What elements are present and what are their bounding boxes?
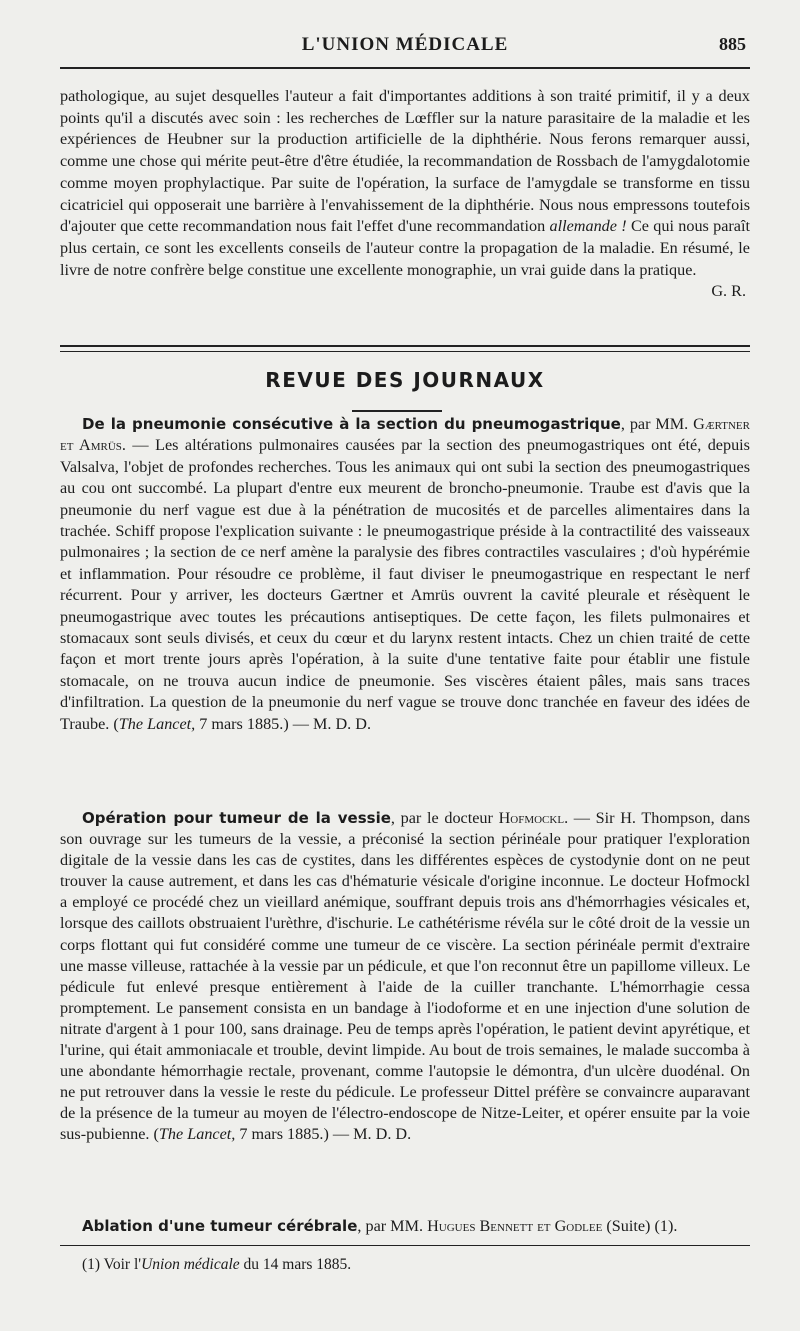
footnote-journal: Union médicale <box>141 1256 240 1273</box>
section-rule-thick <box>60 345 750 347</box>
section-title-underline <box>352 410 442 412</box>
footnote-rule <box>60 1245 750 1246</box>
footnote: (1) Voir l'Union médicale du 14 mars 1885. <box>82 1256 352 1273</box>
article-tumeur-cerebrale: Ablation d'une tumeur cérébrale, par MM. Hugues Bennett et Godlee (Suite) (1). <box>82 1217 678 1235</box>
article-title: Opération pour tumeur de la vessie <box>82 809 391 827</box>
section-title: REVUE DES JOURNAUX <box>265 368 545 392</box>
article-title: De la pneumonie consécutive à la section du pneumogastrique <box>82 415 621 433</box>
article-title: Ablation d'une tumeur cérébrale <box>82 1217 358 1235</box>
article-authors: Gærtner et Amrüs <box>60 415 750 455</box>
article-vessie: Opération pour tumeur de la vessie, par le docteur Hofmockl. — Sir H. Thompson, dans son ouvrage sur les tumeurs de la vessie, a préconisé la section périnéale pour pratiquer l'exploration digitale de la vessie dans les cas de cystites, dans les différentes espèces de cystodynie dont on ne peut trouver la cause autrement, et dans les cas d'hématurie vésicale d'origine inconnue. Le docteur Hofmockl a employé ce procédé chez un vieillard anémique, souffrant depuis trois ans d'hémorrhagies vésicales et, lorsque des caillots obstruaient l'urèthre, d'ischurie. Le cathétérisme révéla sur le côté droit de la vessie un corps flottant qui fut considéré comme une tumeur de ce viscère. La section périnéale permit d'extraire une masse villeuse, rattachée à la vessie par un pédicule, et que l'on reconnut être un papillome villeux. Le pédicule fut enlevé presque entièrement à l'aide de la cuiller tranchante. L'hémorrhagie cessa promptement. Le pansement consista en un bandage à l'iodoforme et en une injection d'une solution de nitrate d'argent à 1 pour 100, sans drainage. Peu de temps après l'opération, le patient devint apyrétique, et l'urine, qui était ammoniacale et trouble, devint limpide. Au bout de trois semaines, le malade succomba à une abondante hémorrhagie rectale, provenant, comme l'autopsie le démontra, d'un ulcère duodénal. On ne put retrouver dans la vessie le reste du pédicule. Le professeur Dittel préfère se convaincre auparavant de la présence de la tumeur au moyen de l'électro-endoscope de Nitze-Leiter, et opérer ensuite par la voie sus-pubienne. (The Lancet, 7 mars 1885.) — M. D. D. <box>60 809 751 1144</box>
review-signature: G. R. <box>711 282 746 301</box>
running-head: L'UNION MÉDICALE <box>301 34 509 55</box>
article-source: The Lancet, <box>118 714 196 733</box>
intro-paragraph: pathologique, au sujet desquelles l'auteur a fait d'importantes additions à son traité primitif, il y a deux points qu'il a discutés avec soin : les recherches de Lœffler sur la nature parasitaire de la maladie et les expériences de Heubner sur la production artificielle de la diphthérie. Nous ferons remarquer aussi, comme une chose qui mérite peut-être d'être étudiée, la recommandation de Rossbach de l'amygdalotomie comme moyen prophylactique. Par suite de l'opération, la surface de l'amygdale se transforme en tissu cicatriciel qui opposerait une barrière à l'envahissement de la diphthérie. Nous nous empressons toutefois d'ajouter que cette recommandation nous fait l'effet d'une recommandation allemande ! Ce qui nous paraît plus certain, ce sont les excellents conseils de l'auteur contre la propagation de la maladie. En résumé, le livre de notre confrère belge constitue une excellente monographie, un vrai guide dans la pratique. <box>60 87 750 279</box>
article-authors: Hugues Bennett et Godlee <box>427 1217 603 1235</box>
italic-word: allemande ! <box>549 217 627 236</box>
section-rule-thin <box>60 351 750 352</box>
page-number: 885 <box>719 34 746 54</box>
article-source: The Lancet, <box>158 1125 236 1144</box>
page-header <box>60 34 750 64</box>
article-body: . — Sir H. Thompson, dans son ouvrage sur les tumeurs de la vessie, a préconisé la section périnéale pour pratiquer l'exploration digitale de la vessie dans les cas de cystites, dans les différentes espèces de cystodynie dont on ne peut trouver la cause autrement, et dans les cas d'hématurie vésicale d'origine inconnue. Le docteur Hofmockl a employé ce procédé chez un vieillard anémique, souffrant depuis trois ans d'hémorrhagies vésicales et, lorsque des caillots obstruaient l'urèthre, d'ischurie. Le cathétérisme révéla sur le côté droit de la vessie un corps flottant qui fut considéré comme une tumeur de ce viscère. La section périnéale permit d'extraire une masse villeuse, rattachée à la vessie par un pédicule, et que l'on reconnut être un papillome villeux. Le pédicule fut enlevé presque entièrement à l'aide de la cuiller tranchante. L'hémorrhagie cessa promptement. Le pansement consista en un bandage à l'iodoforme et en une injection d'une solution de nitrate d'argent à 1 pour 100, sans drainage. Peu de temps après l'opération, le patient devint apyrétique, et l'urine, qui était ammoniacale et trouble, devint limpide. Au bout de trois semaines, le malade succomba à une abondante hémorrhagie rectale, provenant, comme l'autopsie le démontra, d'un ulcère duodénal. On ne put retrouver dans la vessie le reste du pédicule. Le professeur Dittel préfère se convaincre auparavant de la présence de la tumeur au moyen de l'électro-endoscope de Nitze-Leiter, et opérer ensuite par la voie sus-pubienne. ( <box>60 809 751 1144</box>
article-body: . — Les altérations pulmonaires causées par la section des pneumogastriques ont été, depuis Valsalva, l'objet de profondes recherches. Tous les animaux qui ont subi la section des pneumogastriques au cou ont succombé. La plupart d'entre eux meurent de broncho-pneumonie. Traube est d'avis que la pneumonie du nerf vague est due à la pénétration de mucosités et de parcelles alimentaires dans la trachée. Schiff propose l'explication suivante : le pneumogastrique préside à la contractilité des vaisseaux pulmonaires ; la section de ce nerf amène la paralysie des fibres contractiles vasculaires ; d'où hypérémie et inflammation. Pour résoudre ce problème, il faut diviser le pneumogastrique en respectant le nerf récurrent. Pour y arriver, les docteurs Gærtner et Amrüs ouvrent la cavité pleurale et résèquent le pneumogastrique avec toutes les précautions antiseptiques. De cette façon, les filets pulmonaires et stomacaux sont seuls divisés, et ceux du cœur et du larynx restent intacts. Chez un chien traité de cette façon et mort trente jours après l'opération, à la suite d'une tentative faite pour établir une fistule stomacale, on ne trouva aucun indice de pneumonie. Ses viscères étaient pâles, mais sans traces d'infiltration. La question de la pneumonie du nerf vague se trouve donc tranchée en faveur des idées de Traube. ( <box>60 436 750 733</box>
article-pneumonie: De la pneumonie consécutive à la section du pneumogastrique, par MM. Gærtner et Amrüs. — Les altérations pulmonaires causées par la section des pneumogastriques ont été, depuis Valsalva, l'objet de profondes recherches. Tous les animaux qui ont subi la section des pneumogastriques au cou ont succombé. La plupart d'entre eux meurent de broncho-pneumonie. Traube est d'avis que la pneumonie du nerf vague est due à la pénétration de mucosités et de parcelles alimentaires dans la trachée. Schiff propose l'explication suivante : le pneumogastrique préside à la contractilité des vaisseaux pulmonaires ; la section de ce nerf amène la paralysie des fibres contractiles vasculaires ; d'où hypérémie et inflammation. Pour résoudre ce problème, il faut diviser le pneumogastrique en respectant le nerf récurrent. Pour y arriver, les docteurs Gærtner et Amrüs ouvrent la cavité pleurale et résèquent le pneumogastrique avec toutes les précautions antiseptiques. De cette façon, les filets pulmonaires et stomacaux sont seuls divisés, et ceux du cœur et du larynx restent intacts. Chez un chien traité de cette façon et mort trente jours après l'opération, à la suite d'une tentative faite pour établir une fistule stomacale, on ne trouva aucun indice de pneumonie. Ses viscères étaient pâles, mais sans traces d'infiltration. La question de la pneumonie du nerf vague se trouve donc tranchée en faveur des idées de Traube. (The Lancet, 7 mars 1885.) — M. D. D. <box>60 415 750 733</box>
intro-review-text <box>60 86 750 303</box>
article-author: Hofmockl <box>498 809 565 827</box>
header-rule <box>60 67 750 69</box>
